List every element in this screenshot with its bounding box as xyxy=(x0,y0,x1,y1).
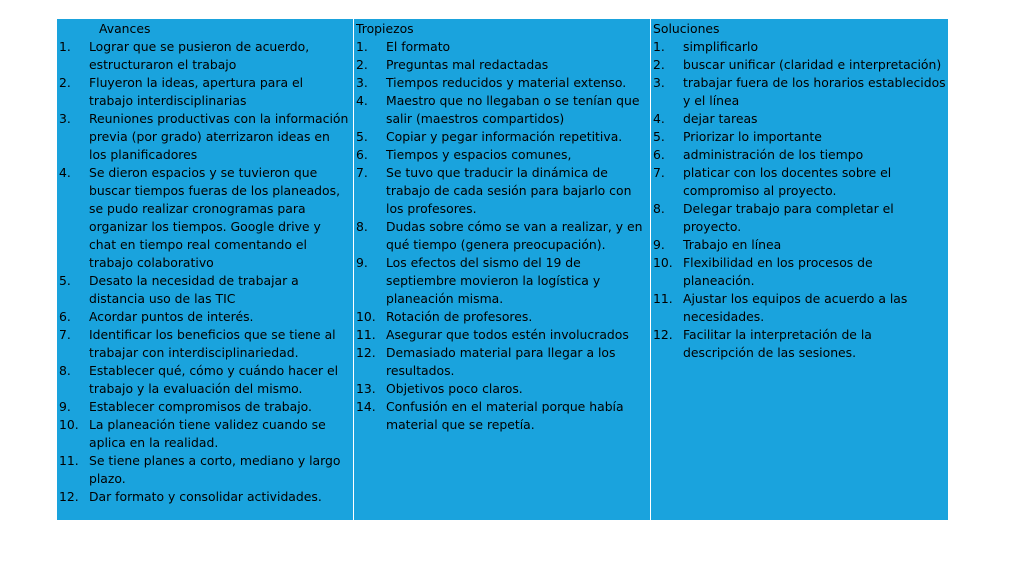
list-item-number: 7. xyxy=(653,165,665,180)
list-item xyxy=(653,110,946,128)
list-item-text: Acordar puntos de interés. xyxy=(89,309,254,324)
list-item xyxy=(653,200,946,236)
list-item xyxy=(356,254,648,308)
list-item-number: 3. xyxy=(653,75,665,90)
list-item-text: Preguntas mal redactadas xyxy=(386,57,549,72)
list-item-text: dejar tareas xyxy=(683,111,758,126)
list-item-text: Tiempos y espacios comunes, xyxy=(386,147,572,162)
list-item-text: Dudas sobre cómo se van a realizar, y en qué tiempo (genera preocupación). xyxy=(386,219,643,252)
list-item-number: 11. xyxy=(653,291,673,306)
list-item-number: 6. xyxy=(653,147,665,162)
column-tropiezos xyxy=(354,19,651,521)
list-item-number: 9. xyxy=(356,255,368,270)
list-item-number: 10. xyxy=(653,255,673,270)
list-item xyxy=(653,326,946,362)
list-item-number: 11. xyxy=(356,327,376,342)
list-item xyxy=(356,128,648,146)
list-item-number: 12. xyxy=(653,327,673,342)
list-item-text: Desato la necesidad de trabajar a distancia uso de las TIC xyxy=(89,273,299,306)
list-item-text: Flexibilidad en los procesos de planeación. xyxy=(683,255,873,288)
list-item-text: Establecer compromisos de trabajo. xyxy=(89,399,312,414)
list-item-number: 4. xyxy=(59,165,71,180)
list-item-number: 13. xyxy=(356,381,376,396)
table-row xyxy=(57,19,949,521)
list-item-number: 10. xyxy=(59,417,79,432)
list-item xyxy=(59,74,351,110)
list-item-text: administración de los tiempo xyxy=(683,147,864,162)
list-item-number: 7. xyxy=(356,165,368,180)
list-item-number: 6. xyxy=(356,147,368,162)
list-item xyxy=(653,254,946,290)
list-item xyxy=(653,38,946,56)
list-item xyxy=(356,38,648,56)
list-item-number: 7. xyxy=(59,327,71,342)
list-item xyxy=(356,146,648,164)
list-item-number: 1. xyxy=(653,39,665,54)
list-item-number: 5. xyxy=(59,273,71,288)
list-item-text: simplificarlo xyxy=(683,39,759,54)
list-item-number: 9. xyxy=(59,399,71,414)
list-item xyxy=(653,74,946,110)
list-item xyxy=(356,344,648,380)
list-item xyxy=(59,416,351,452)
list-item-number: 10. xyxy=(356,309,376,324)
column-avances xyxy=(57,19,354,521)
list-item xyxy=(59,308,351,326)
list-item-number: 2. xyxy=(356,57,368,72)
list-item-number: 2. xyxy=(653,57,665,72)
list-item-text: Establecer qué, cómo y cuándo hacer el trabajo y la evaluación del mismo. xyxy=(89,363,339,396)
list-item-text: buscar unificar (claridad e interpretación) xyxy=(683,57,942,72)
list-item-text: Confusión en el material porque había material que se repetía. xyxy=(386,399,624,432)
list-item-number: 8. xyxy=(356,219,368,234)
list-item-text: Copiar y pegar información repetitiva. xyxy=(386,129,623,144)
list-item-text: Fluyeron la ideas, apertura para el trabajo interdisciplinarias xyxy=(89,75,304,108)
list-item-number: 12. xyxy=(59,489,79,504)
list-item-number: 11. xyxy=(59,453,79,468)
list-item xyxy=(59,272,351,308)
list-item xyxy=(59,362,351,398)
list-item-number: 14. xyxy=(356,399,376,414)
list-item-text: Se tiene planes a corto, mediano y largo plazo. xyxy=(89,453,341,486)
list-item xyxy=(59,38,351,74)
list-item-text: Facilitar la interpretación de la descripción de las sesiones. xyxy=(683,327,872,360)
column-header-avances: Avances xyxy=(99,21,151,36)
list-item-text: Dar formato y consolidar actividades. xyxy=(89,489,322,504)
list-item-number: 12. xyxy=(356,345,376,360)
list-item-number: 1. xyxy=(59,39,71,54)
list-item xyxy=(356,218,648,254)
list-item-text: Ajustar los equipos de acuerdo a las necesidades. xyxy=(683,291,908,324)
list-item xyxy=(653,56,946,74)
list-item xyxy=(356,164,648,218)
list-item-number: 5. xyxy=(356,129,368,144)
list-item-text: Tiempos reducidos y material extenso. xyxy=(386,75,627,90)
list-item-text: Demasiado material para llegar a los resultados. xyxy=(386,345,616,378)
list-item-number: 6. xyxy=(59,309,71,324)
list-item-text: El formato xyxy=(386,39,451,54)
list-item xyxy=(59,452,351,488)
list-item-text: La planeación tiene validez cuando se aplica en la realidad. xyxy=(89,417,326,450)
list-item-number: 4. xyxy=(653,111,665,126)
list-item-number: 4. xyxy=(356,93,368,108)
list-item xyxy=(653,146,946,164)
list-item xyxy=(653,236,946,254)
list-item-text: Lograr que se pusieron de acuerdo, estructuraron el trabajo xyxy=(89,39,310,72)
list-item-text: Delegar trabajo para completar el proyecto. xyxy=(683,201,894,234)
list-item xyxy=(356,380,648,398)
list-item-text: Priorizar lo importante xyxy=(683,129,822,144)
list-item-text: platicar con los docentes sobre el compromiso al proyecto. xyxy=(683,165,892,198)
list-item-number: 1. xyxy=(356,39,368,54)
list-item-number: 3. xyxy=(59,111,71,126)
list-item xyxy=(653,290,946,326)
column-soluciones xyxy=(651,19,949,521)
list-item xyxy=(356,56,648,74)
list-item-text: Se dieron espacios y se tuvieron que buscar tiempos fueras de los planeados, se pudo realizar cronogramas para organizar los tiempos. Google drive y chat en tiempo real comentando el trabajo colaborativo xyxy=(89,165,341,270)
list-item-number: 3. xyxy=(356,75,368,90)
list-item-text: Rotación de profesores. xyxy=(386,309,533,324)
avances-list xyxy=(59,38,351,506)
list-item-text: Trabajo en línea xyxy=(683,237,782,252)
list-item-number: 5. xyxy=(653,129,665,144)
list-item xyxy=(59,488,351,506)
list-item xyxy=(356,308,648,326)
list-item-text: Asegurar que todos estén involucrados xyxy=(386,327,629,342)
list-item xyxy=(356,92,648,128)
list-item-text: Se tuvo que traducir la dinámica de trabajo de cada sesión para bajarlo con los profesores. xyxy=(386,165,632,216)
list-item xyxy=(59,326,351,362)
list-item xyxy=(356,74,648,92)
list-item-number: 8. xyxy=(653,201,665,216)
list-item-number: 8. xyxy=(59,363,71,378)
list-item-number: 2. xyxy=(59,75,71,90)
list-item-text: trabajar fuera de los horarios establecidos y el línea xyxy=(683,75,946,108)
list-item-number: 9. xyxy=(653,237,665,252)
list-item-text: Objetivos poco claros. xyxy=(386,381,523,396)
column-header-soluciones: Soluciones xyxy=(653,21,720,36)
content-table xyxy=(56,18,949,521)
list-item xyxy=(59,164,351,272)
list-item xyxy=(59,110,351,164)
soluciones-list xyxy=(653,38,946,362)
list-item-text: Reuniones productivas con la información previa (por grado) aterrizaron ideas en los planificadores xyxy=(89,111,349,162)
list-item-text: Identificar los beneficios que se tiene al trabajar con interdisciplinariedad. xyxy=(89,327,336,360)
list-item xyxy=(653,164,946,200)
column-header-tropiezos: Tropiezos xyxy=(356,21,414,36)
list-item xyxy=(653,128,946,146)
list-item-text: Maestro que no llegaban o se tenían que salir (maestros compartidos) xyxy=(386,93,640,126)
list-item xyxy=(59,398,351,416)
list-item-text: Los efectos del sismo del 19 de septiembre movieron la logística y planeación misma. xyxy=(386,255,601,306)
list-item xyxy=(356,326,648,344)
list-item xyxy=(356,398,648,434)
tropiezos-list xyxy=(356,38,648,434)
